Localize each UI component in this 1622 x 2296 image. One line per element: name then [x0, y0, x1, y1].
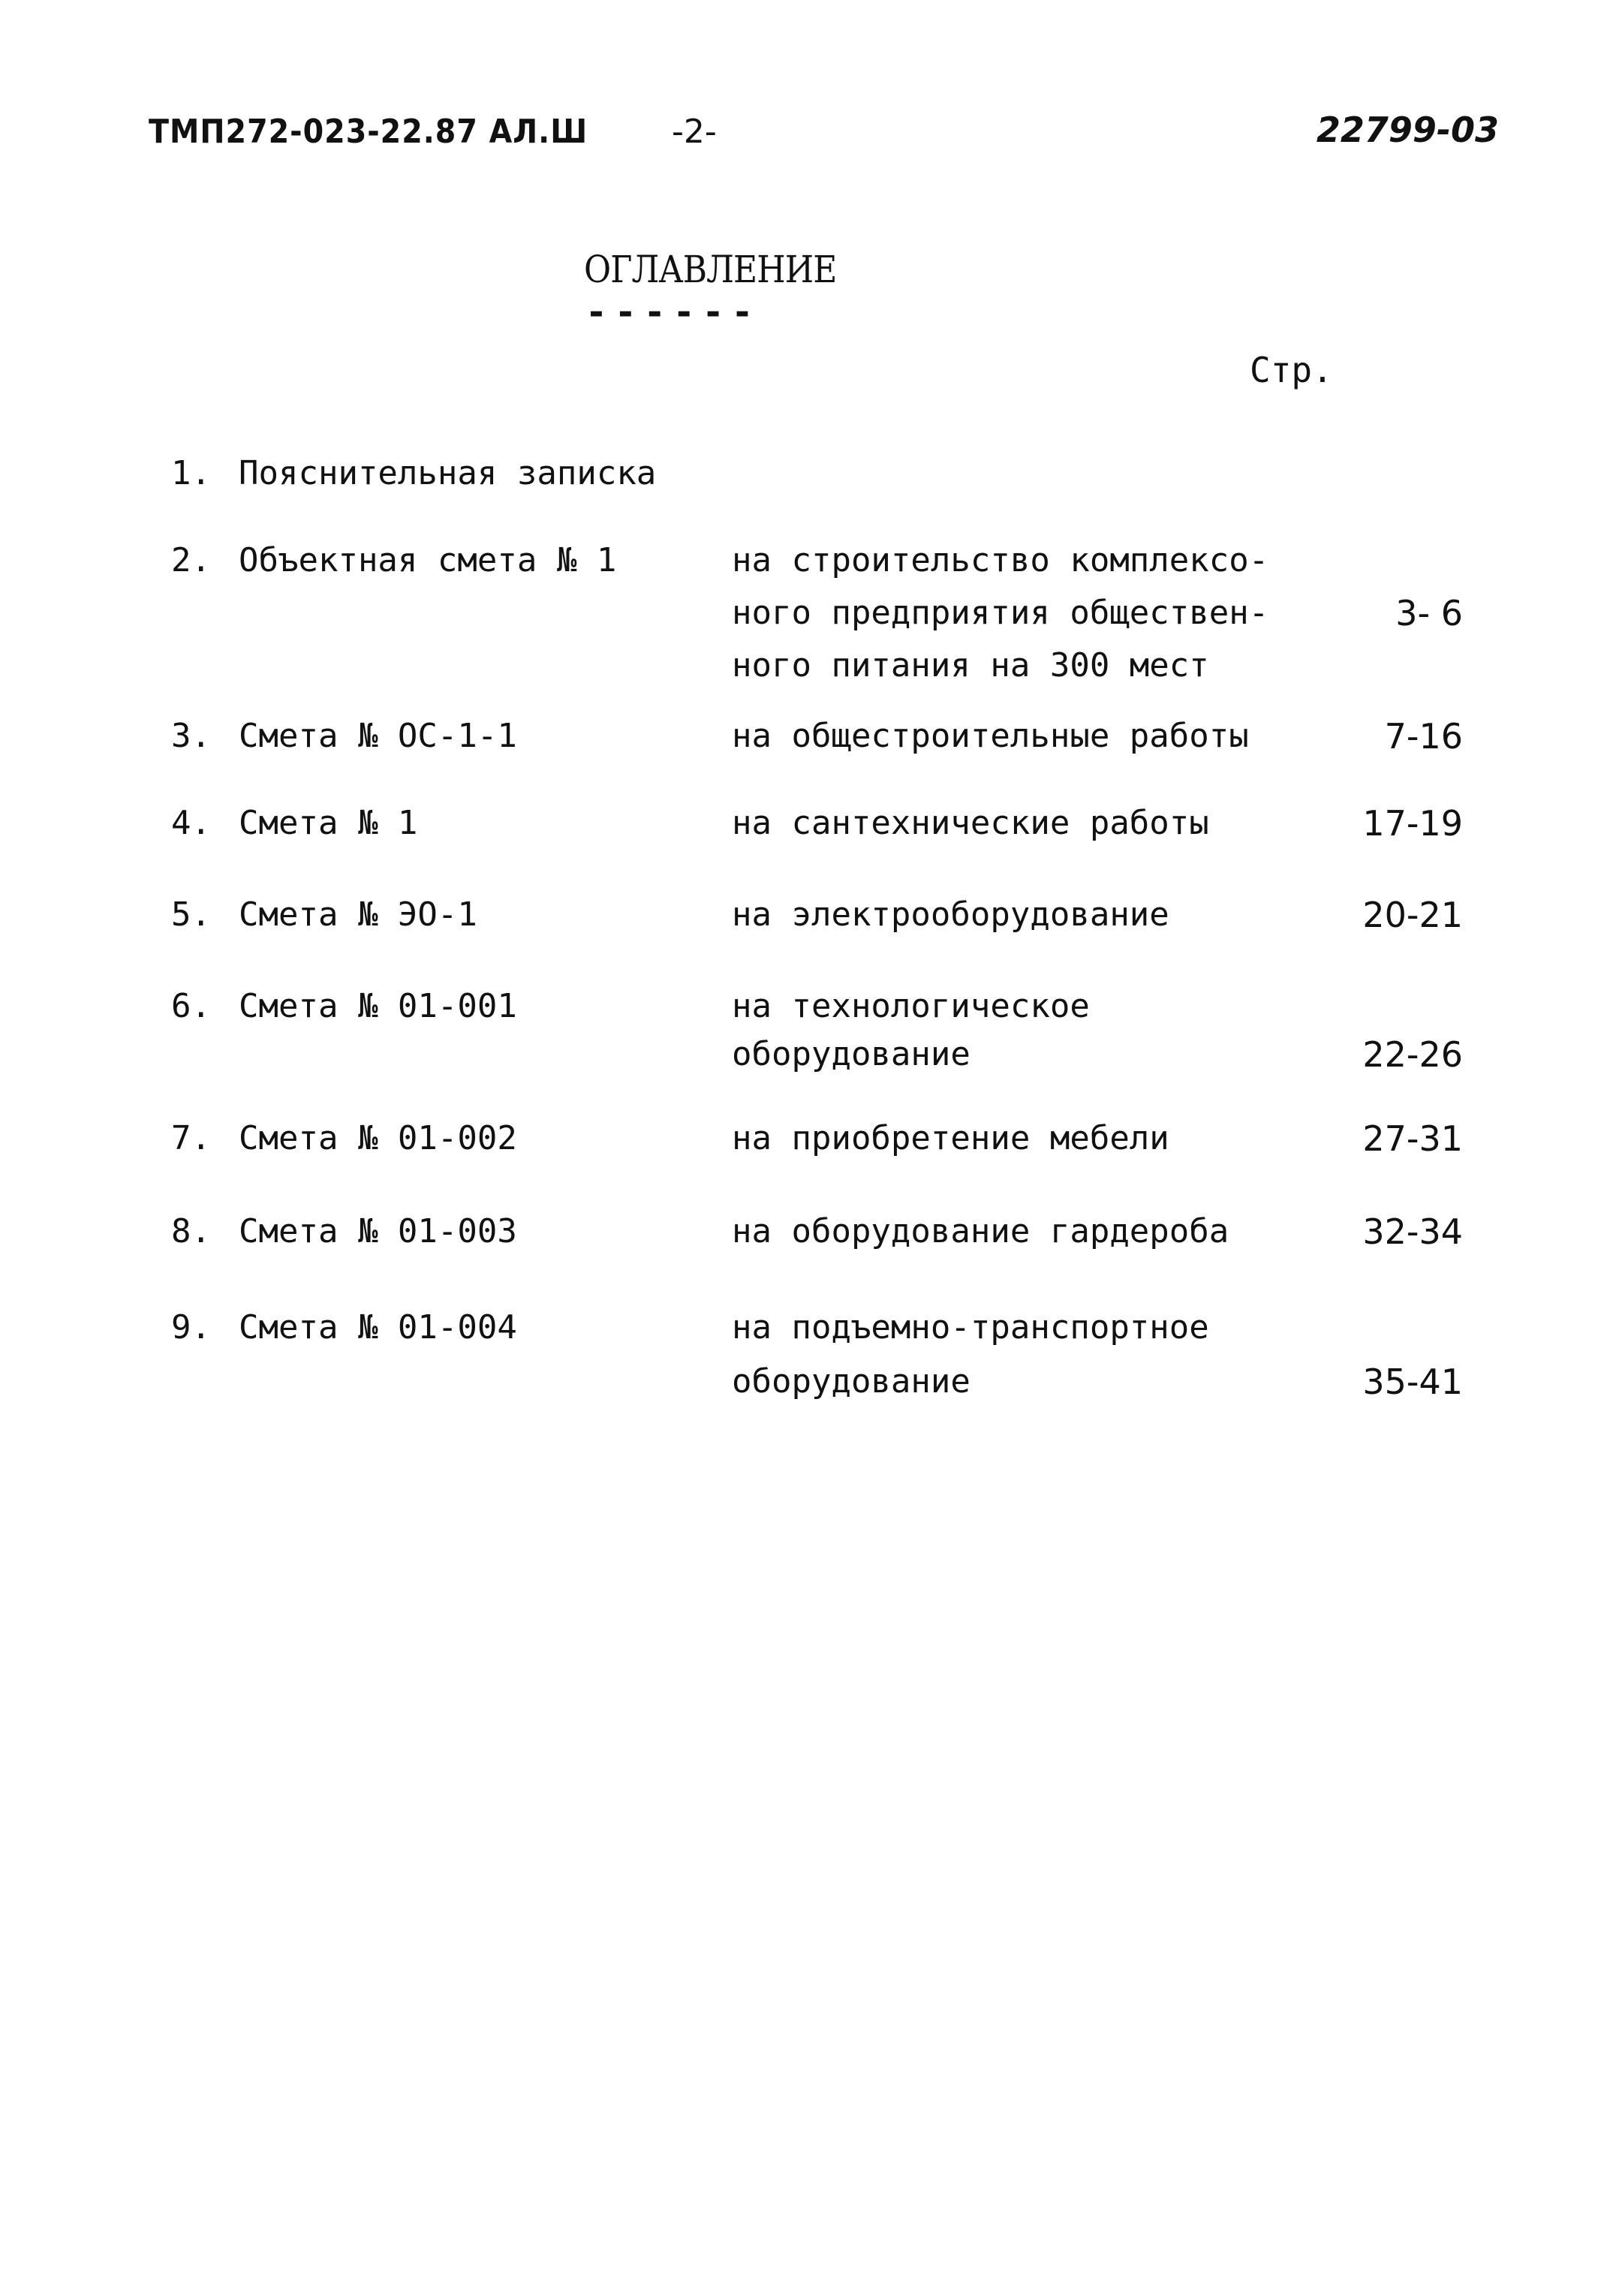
toc-item-7-pages: 27-31: [1362, 1118, 1463, 1159]
inventory-number: 22799-03: [1316, 110, 1499, 150]
toc-item-3-desc-line-1: на общестроительные работы: [732, 717, 1249, 755]
toc-item-2-number: 2.: [171, 541, 211, 579]
toc-item-6-name: Смета № 01-001: [239, 987, 517, 1025]
toc-item-6-pages: 22-26: [1362, 1034, 1463, 1075]
toc-item-6-desc-line-1: на технологическое: [732, 987, 1090, 1025]
toc-item-3-pages: 7-16: [1384, 716, 1463, 757]
toc-item-6-desc-line-2: оборудование: [732, 1035, 970, 1073]
toc-item-9-desc-line-2: оборудование: [732, 1362, 970, 1401]
toc-item-9-name: Смета № 01-004: [239, 1308, 517, 1347]
toc-item-2-desc-line-2: ного предприятия обществен-: [732, 594, 1269, 632]
toc-item-6-number: 6.: [171, 987, 211, 1025]
toc-item-5-name: Смета № ЭО-1: [239, 895, 477, 934]
toc-item-9-number: 9.: [171, 1308, 211, 1347]
toc-item-7-name: Смета № 01-002: [239, 1119, 517, 1157]
toc-item-1-number: 1.: [171, 454, 211, 492]
toc-item-2-pages: 3- 6: [1395, 593, 1463, 633]
toc-item-7-number: 7.: [171, 1119, 211, 1157]
toc-item-2-desc-line-3: ного питания на 300 мест: [732, 646, 1209, 685]
document-code: ТМП272-023-22.87 АЛ.Ш: [149, 113, 588, 151]
toc-item-8-name: Смета № 01-003: [239, 1212, 517, 1250]
toc-item-9-pages: 35-41: [1362, 1362, 1463, 1402]
toc-item-7-desc-line-1: на приобретение мебели: [732, 1119, 1169, 1157]
toc-item-3-name: Смета № ОС-1-1: [239, 717, 517, 755]
page-title: ОГЛАВЛЕНИЕ: [584, 248, 837, 291]
toc-item-2-desc-line-1: на строительство комплексо-: [732, 541, 1269, 579]
toc-item-8-number: 8.: [171, 1212, 211, 1250]
toc-item-5-pages: 20-21: [1362, 895, 1463, 935]
toc-item-5-number: 5.: [171, 895, 211, 934]
toc-item-4-number: 4.: [171, 804, 211, 842]
page-number: -2-: [672, 113, 717, 151]
toc-item-3-number: 3.: [171, 717, 211, 755]
toc-item-5-desc-line-1: на электрооборудование: [732, 895, 1169, 934]
toc-item-4-pages: 17-19: [1362, 803, 1463, 844]
pages-column-label: Стр.: [1250, 350, 1333, 390]
title-underline: ------: [585, 291, 761, 333]
toc-item-4-name: Смета № 1: [239, 804, 418, 842]
toc-item-4-desc-line-1: на сантехнические работы: [732, 804, 1209, 842]
toc-item-9-desc-line-1: на подъемно-транспортное: [732, 1308, 1209, 1347]
toc-item-8-pages: 32-34: [1362, 1211, 1463, 1252]
toc-item-8-desc-line-1: на оборудование гардероба: [732, 1212, 1229, 1250]
toc-item-2-name: Объектная смета № 1: [239, 541, 617, 579]
toc-item-1-name: Пояснительная записка: [239, 454, 657, 492]
